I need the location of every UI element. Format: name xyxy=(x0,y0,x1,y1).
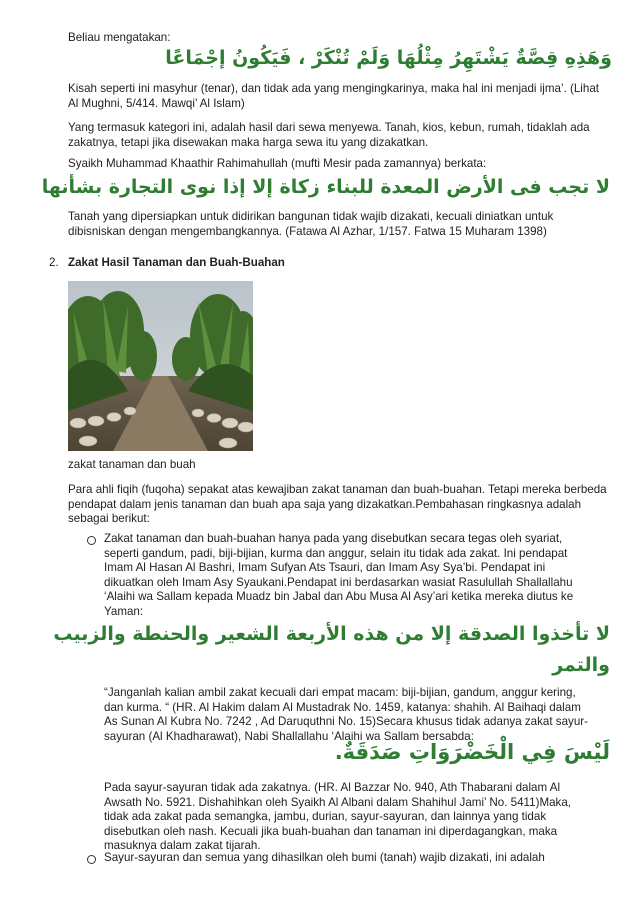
paragraph-4: Tanah yang dipersiapkan untuk didirikan bangunan tidak wajib dizakati, kecuali diniatkan untuk dibisniskan dengan mengembangkannya. (Fatawa Al Azhar, 1/157. Fatwa 15 Muharam 1398) xyxy=(68,210,554,238)
arabic-quote-2: لا تجب فى الأرض المعدة للبناء زكاة إلا إذا نوى التجارة بشأنها xyxy=(41,176,610,198)
dragon-fruit-plantation-photo xyxy=(68,281,253,451)
bullet-item-2: Sayur-sayuran dan semua yang dihasilkan oleh bumi (tanah) wajib dizakati, ini adalah xyxy=(104,851,545,864)
intro-label: Beliau mengatakan: xyxy=(68,31,171,44)
arabic-quote-1: وَهَذِهِ قِصَّةٌ يَشْتَهِرُ مِثْلُهَا وَلَمْ تُنْكَرْ ، فَيَكُونُ إجْمَاعًا xyxy=(165,47,612,69)
bullet-circle-icon xyxy=(87,536,96,545)
bullet-item-1: Zakat tanaman dan buah-buahan hanya pada yang disebutkan secara tegas oleh syariat, seperti gandum, padi, biji-bijian, kurma dan anggur, selain itu tidak ada zakat. Ini pendapat Imam Al Hasan Al Bashri, Imam Sufyan Ats Tsauri, dan Imam Asy Sya’bi. Pendapat ini dikuatkan oleh Imam Asy Syaukani.Pendapat ini berdasarkan wasiat Rasulullah Shallallahu ‘Alaihi wa Sallam kepada Muadz bin Jabal dan Abu Musa Al Asy’ari ketika mereka diutus ke Yaman: xyxy=(104,532,574,618)
arabic-quote-3b: والتمر xyxy=(552,654,610,676)
paragraph-5: Para ahli fiqih (fuqoha) sepakat atas kewajiban zakat tanaman dan buah-buahan. Tetapi mereka berbeda pendapat dalam jenis tanaman dan buah apa saja yang dizakatkan.Pembahasan ringkasnya adalah sebagai berikut: xyxy=(68,483,607,526)
paragraph-6: Pada sayur-sayuran tidak ada zakatnya. (HR. Al Bazzar No. 940, Ath Thabarani dalam Al Awsath No. 5921. Dishahihkan oleh Syaikh Al Albani dalam Shahihul Jami’ No. 5411)Maka, tidak ada zakat pada semangka, jambu, durian, sayur-sayuran, dan lainnya yang tidak disebutkan oleh nash. Kecuali jika buah-buahan dan tanaman ini diperdagangkan, maka masuknya dalam zakat tijarah. xyxy=(104,781,572,853)
arabic-quote-4: لَيْسَ فِي الْخَضْرَوَاتِ صَدَقَةٌ. xyxy=(334,740,610,764)
quote-translation-1: “Janganlah kalian ambil zakat kecuali dari empat macam: biji-bijian, gandum, anggur kering, dan kurma. “ (HR. Al Hakim dalam Al Mustadrak No. 1459, katanya: shahih. Al Baihaqi dalam As Sunan Al Kubra No. 7242 , Ad Daruquthni No. 15)Secara khusus tidak adanya zakat sayur-sayuran (Al Khadharawat), Nabi Shallallahu ‘Alaihi wa Sallam bersabda: xyxy=(104,686,589,743)
section-number: 2. xyxy=(49,256,59,269)
section-title: Zakat Hasil Tanaman dan Buah-Buahan xyxy=(68,256,285,269)
paragraph-2: Yang termasuk kategori ini, adalah hasil dari sewa menyewa. Tanah, kios, kebun, rumah, tidaklah ada zakatnya, tetapi jika disewakan maka harga sewa itu yang dizakatkan. xyxy=(68,121,590,149)
arabic-quote-3a: لا تأخذوا الصدقة إلا من هذه الأربعة الشعير والحنطة والزبيب xyxy=(53,623,610,645)
paragraph-3: Syaikh Muhammad Khaathir Rahimahullah (mufti Mesir pada zamannya) berkata: xyxy=(68,157,487,170)
photo-caption: zakat tanaman dan buah xyxy=(68,458,196,471)
bullet-circle-icon xyxy=(87,855,96,864)
paragraph-1: Kisah seperti ini masyhur (tenar), dan tidak ada yang mengingkarinya, maka hal ini menjadi ijma’. (Lihat Al Mughni, 5/414. Mawqi’ Al Islam) xyxy=(68,82,600,110)
